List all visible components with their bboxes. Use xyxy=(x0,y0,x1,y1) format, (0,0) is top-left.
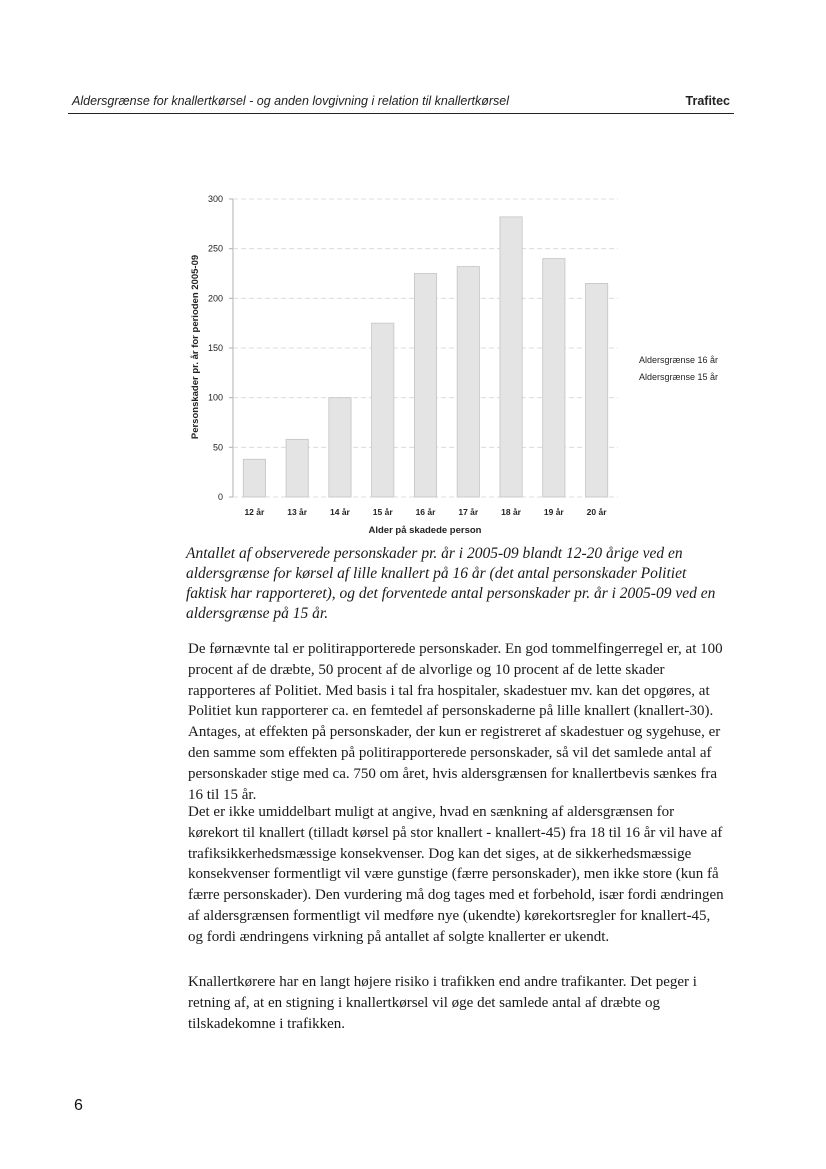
bar-chart-svg xyxy=(185,185,745,540)
figure-caption: Antallet af observerede personskader pr. år i 2005-09 blandt 12-20 årige ved en aldersgrænse for kørsel af lille knallert på 16 år (det antal personskader Politiet faktisk har rapporteret), og det forventede antal personskader pr. år i 2005-09 ved en aldersgrænse på 15 år. xyxy=(186,545,716,622)
y-tick-label: 300 xyxy=(207,194,223,204)
x-tick-label: 12 år xyxy=(244,507,265,517)
bar-20-år xyxy=(585,283,607,497)
y-tick-label: 100 xyxy=(207,392,223,403)
x-tick-label: 17 år xyxy=(458,507,479,517)
page-number: 6 xyxy=(74,1097,83,1114)
y-tick-labels xyxy=(208,194,223,502)
paragraph-2: Det er ikke umiddelbart muligt at angive, hvad en sænkning af aldersgrænsen for kørekort til knallert (tilladt kørsel på stor knallert - knallert-45) fra 18 til 16 år vil have af trafiksikkerhedsmæssige konsekvenser. Dog kan det siges, at de sikkerhedsmæssige konsekvenser formentligt vil være gunstige (færre personskader), men ikke store (kun få færre personskader). Den vurdering må dog tages med et forbehold, især fordi ændringen af aldersgrænsen formentligt vil medføre nye (ukendte) kørekortsregler for knallert-45, og fordi ændringens virkning på antallet af solgte knallerter er ukendt. xyxy=(188,804,724,945)
y-axis-label: Personskader pr. år for perioden 2005-09 xyxy=(190,254,201,440)
legend-item-15: Aldersgrænse 15 år xyxy=(639,372,719,382)
y-tick-label: 0 xyxy=(217,492,223,502)
x-tick-label: 13 år xyxy=(287,507,308,517)
y-tick-label: 150 xyxy=(207,343,223,353)
legend xyxy=(639,355,718,382)
x-tick-label: 16 år xyxy=(415,507,436,517)
x-tick-labels xyxy=(244,507,607,517)
bar-18-år xyxy=(500,217,522,497)
x-tick-label: 15 år xyxy=(372,507,393,517)
bar-14-år xyxy=(329,398,351,497)
header-title: Aldersgrænse for knallertkørsel - og anden lovgivning i relation til knallertkørsel xyxy=(72,94,509,108)
bar-12-år xyxy=(243,459,265,497)
bar-13-år xyxy=(286,439,308,497)
x-tick-label: 14 år xyxy=(330,507,350,517)
legend-item-16: Aldersgrænse 16 år xyxy=(639,355,719,365)
x-axis-label: Alder på skadede person xyxy=(368,525,482,536)
page-header xyxy=(68,91,734,114)
paragraph-1: De førnævnte tal er politirapporterede personskader. En god tommelfingerregel er, at 100 procent af de dræbte, 50 procent af de alvorlige og 10 procent af de lette skader rapporteres af Politiet. Med basis i tal fra hospitaler, skadestuer mv. kan det opgøres, at Politiet kun rapporterer ca. en femtedel af personskaderne på lille knallert (knallert-30). Antages, at effekten på personskader, der kun er registreret af skadestuer og sygehuse, er den samme som effekten på politirapporterede personskader, så vil det samlede antal af personskader stige med ca. 750 om året, hvis aldersgrænsen for knallertbevis sænkes fra 16 til 15 år. xyxy=(188,641,723,803)
bars-layer xyxy=(243,217,607,497)
bar-17-år xyxy=(457,267,479,497)
y-tick-label: 250 xyxy=(207,243,223,254)
paragraph-3: Knallertkørere har en langt højere risiko i trafikken end andre trafikanter. Det peger i retning af, at en stigning i knallertkørsel vil øge det samlede antal af dræbte og tilskadekomne i trafikken. xyxy=(188,974,697,1032)
x-tick-label: 19 år xyxy=(543,507,564,517)
bar-19-år xyxy=(543,259,565,497)
x-tick-label: 18 år xyxy=(501,507,521,517)
bar-16-år xyxy=(414,274,436,498)
x-tick-label: 20 år xyxy=(586,507,607,517)
y-tick-label: 200 xyxy=(207,293,223,304)
y-tick-label: 50 xyxy=(212,442,223,453)
header-brand: Trafitec xyxy=(685,94,730,108)
bar-chart xyxy=(185,185,745,545)
bar-15-år xyxy=(372,323,394,497)
